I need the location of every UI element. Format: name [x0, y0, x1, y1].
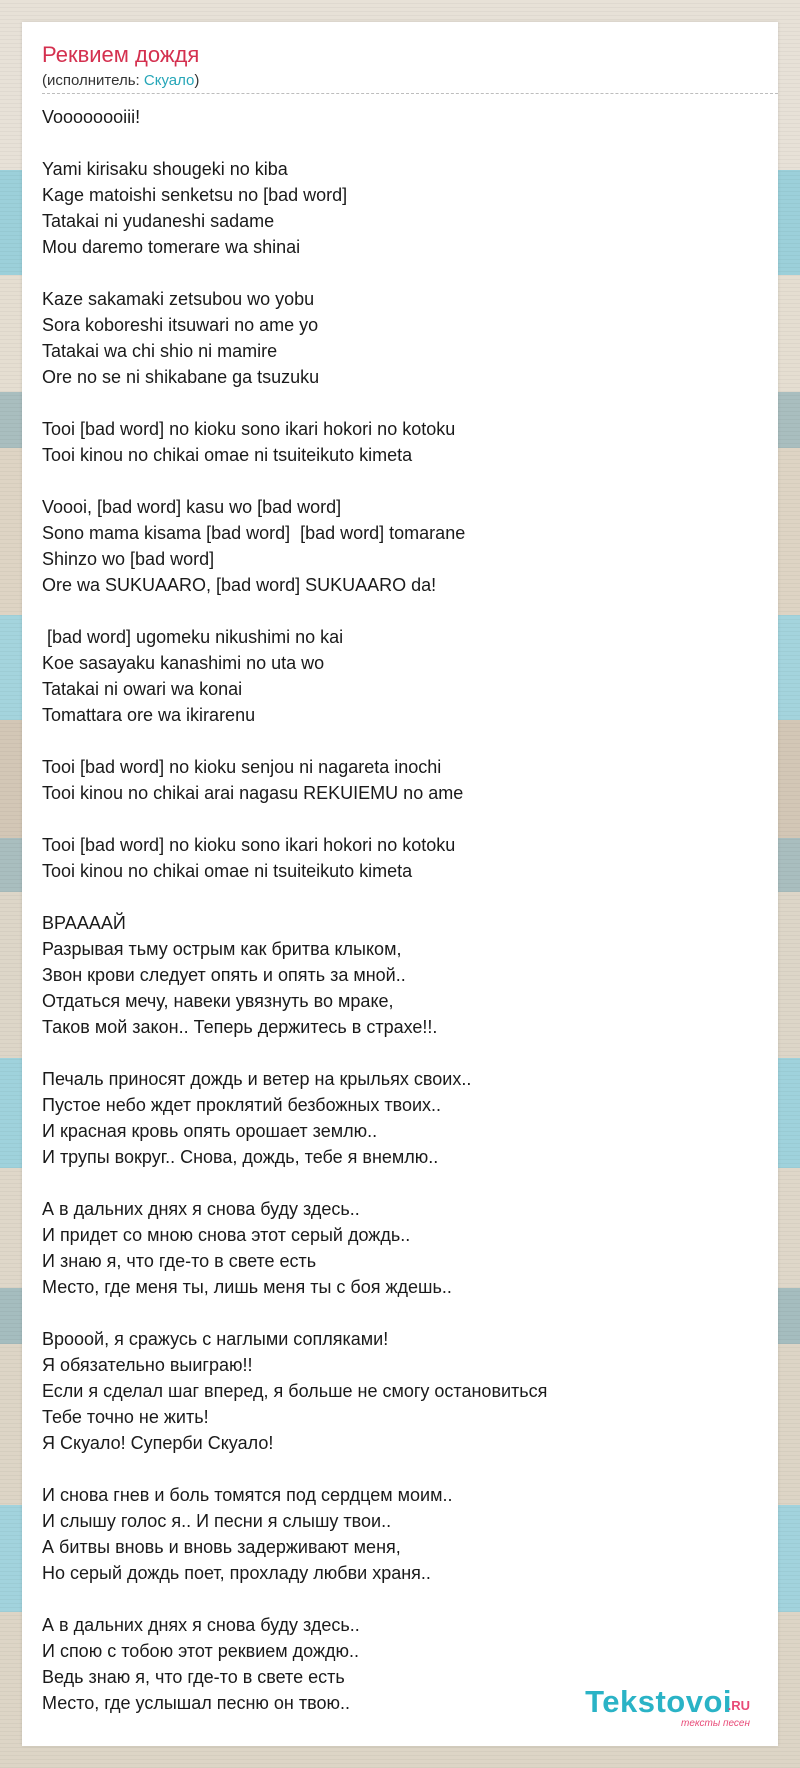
lyric-line: И знаю я, что где-то в свете есть	[42, 1251, 317, 1271]
lyric-line: Tooi kinou no chikai arai nagasu REKUIEMU no ame	[42, 783, 464, 803]
lyric-line: И снова гнев и боль томятся под сердцем моим..	[42, 1485, 453, 1505]
stanza-break	[42, 1586, 772, 1612]
logo-tagline: тексты песен	[681, 1718, 750, 1729]
logo-name: Tekstovoi	[585, 1684, 732, 1719]
lyric-line: Voooi, [bad word] kasu wo [bad word]	[42, 497, 342, 517]
lyric-line: Kage matoishi senketsu no [bad word]	[42, 185, 348, 205]
stanza-break	[42, 1456, 772, 1482]
lyric-line: Mou daremo tomerare wa shinai	[42, 237, 301, 257]
stanza-break	[42, 260, 772, 286]
lyric-line: Tooi kinou no chikai omae ni tsuiteikuto kimeta	[42, 861, 413, 881]
lyric-line: Я Скуало! Суперби Скуало!	[42, 1433, 274, 1453]
lyric-line: Yami kirisaku shougeki no kiba	[42, 159, 288, 179]
artist-prefix: (исполнитель:	[42, 72, 144, 89]
stanza-break	[42, 1170, 772, 1196]
stanza-break	[42, 806, 772, 832]
stanza-break	[42, 390, 772, 416]
lyric-line: Tooi [bad word] no kioku senjou ni nagareta inochi	[42, 757, 442, 777]
lyric-line: Место, где услышал песню он твою..	[42, 1693, 350, 1713]
lyric-line: Разрывая тьму острым как бритва клыком,	[42, 939, 402, 959]
lyrics-card	[22, 22, 778, 1746]
lyric-line: А в дальних днях я снова буду здесь..	[42, 1615, 360, 1635]
lyric-line: Но серый дождь поет, прохладу любви храня..	[42, 1563, 431, 1583]
lyric-line: А в дальних днях я снова буду здесь..	[42, 1199, 360, 1219]
lyric-line: Я обязательно выиграю!!	[42, 1355, 253, 1375]
artist-line	[42, 72, 199, 89]
lyric-line: Sora koboreshi itsuwari no ame yo	[42, 315, 319, 335]
lyric-line: Koe sasayaku kanashimi no uta wo	[42, 653, 325, 673]
lyric-line: Отдаться мечу, навеки увязнуть во мраке,	[42, 991, 394, 1011]
stanza-break	[42, 598, 772, 624]
lyric-line: Звон крови следует опять и опять за мной..	[42, 965, 406, 985]
stanza-break	[42, 1040, 772, 1066]
lyric-line: Shinzo wo [bad word]	[42, 549, 215, 569]
stanza-break	[42, 884, 772, 910]
lyric-line: Ведь знаю я, что где-то в свете есть	[42, 1667, 345, 1687]
lyric-line: И спою с тобою этот реквием дождю..	[42, 1641, 360, 1661]
lyric-line: [bad word] ugomeku nikushimi no kai	[42, 627, 344, 647]
lyric-line: И красная кровь опять орошает землю..	[42, 1121, 378, 1141]
lyric-line: Таков мой закон.. Теперь держитесь в страхе!!.	[42, 1017, 438, 1037]
artist-link[interactable]: Скуало	[143, 72, 195, 89]
lyric-line: Если я сделал шаг вперед, я больше не смогу остановиться	[42, 1381, 548, 1401]
lyric-line: Ore wa SUKUAARO, [bad word] SUKUAARO da!	[42, 575, 437, 595]
lyric-line: И слышу голос я.. И песни я слышу твои..	[42, 1511, 392, 1531]
stanza-break	[42, 728, 772, 754]
lyric-line: ВРААААЙ	[42, 913, 126, 933]
lyric-line: Tooi [bad word] no kioku sono ikari hokori no kotoku	[42, 835, 456, 855]
lyric-line: И придет со мною снова этот серый дождь..	[42, 1225, 411, 1245]
lyric-line: Kaze sakamaki zetsubou wo yobu	[42, 289, 315, 309]
stanza-break	[42, 468, 772, 494]
lyric-line: А битвы вновь и вновь задерживают меня,	[42, 1537, 401, 1557]
lyric-line: Tooi [bad word] no kioku sono ikari hokori no kotoku	[42, 419, 456, 439]
song-title: Реквием дождя	[42, 42, 200, 67]
lyric-line: Ore no se ni shikabane ga tsuzuku	[42, 367, 320, 387]
stanza-break	[42, 1300, 772, 1326]
lyric-line: Tatakai wa chi shio ni mamire	[42, 341, 278, 361]
lyric-line: Врооой, я сражусь с наглыми сопляками!	[42, 1329, 389, 1349]
stanza-break	[42, 130, 772, 156]
lyric-line: Место, где меня ты, лишь меня ты с боя ждешь..	[42, 1277, 452, 1297]
lyric-line: Tatakai ni owari wa konai	[42, 679, 243, 699]
lyric-line: Sono mama kisama [bad word] [bad word] tomarane	[42, 523, 466, 543]
lyric-line: Тебе точно не жить!	[42, 1407, 209, 1427]
logo-tld: .RU	[727, 1698, 750, 1713]
lyric-line: Печаль приносят дождь и ветер на крыльях своих..	[42, 1069, 472, 1089]
title-divider	[42, 93, 778, 94]
lyric-line: И трупы вокруг.. Снова, дождь, тебе я внемлю..	[42, 1147, 439, 1167]
lyric-line: Voooooooiii!	[42, 107, 141, 127]
tekstovoi-logo[interactable]	[540, 1684, 750, 1730]
lyric-line: Tatakai ni yudaneshi sadame	[42, 211, 275, 231]
lyric-line: Tooi kinou no chikai omae ni tsuiteikuto kimeta	[42, 445, 413, 465]
lyric-line: Tomattara ore wa ikirarenu	[42, 705, 256, 725]
lyric-line: Пустое небо ждет проклятий безбожных твоих..	[42, 1095, 442, 1115]
artist-suffix: )	[194, 72, 200, 89]
lyrics-text	[42, 104, 772, 1716]
